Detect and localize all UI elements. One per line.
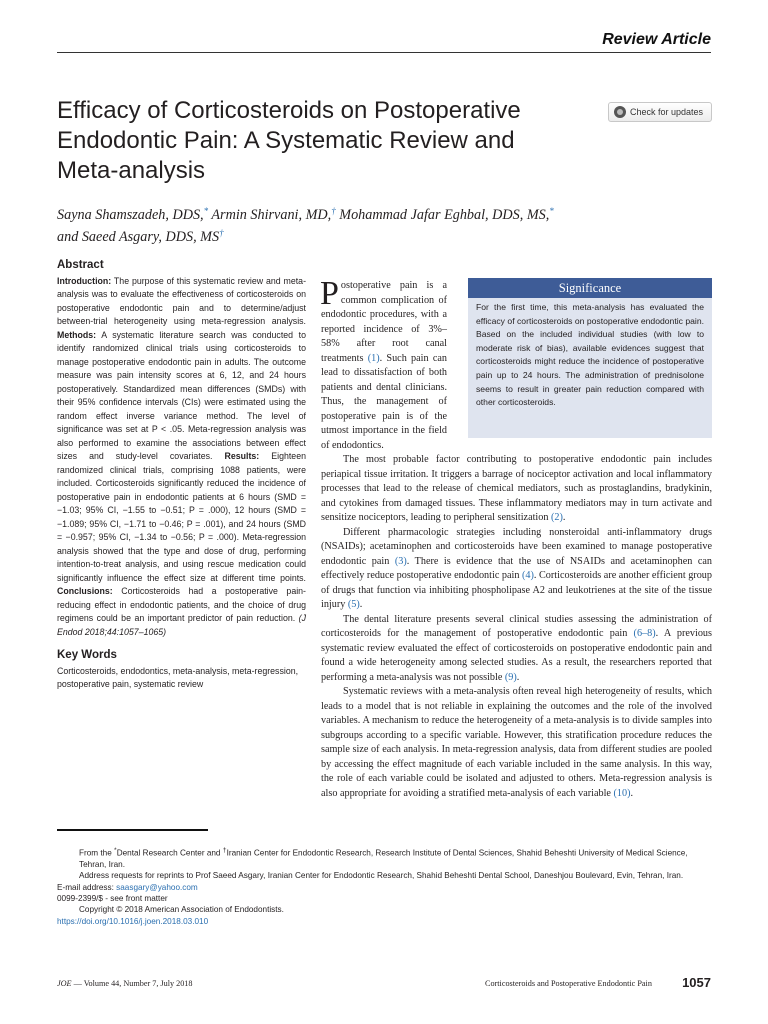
- abstract-methods-text: A systematic literature search was conducted to identify randomized clinical trials using corticosteroids to manage postoperative endodontic pain in adults. The outcome measure was pain intensity scores at 6, 12, and 24 hours postoperatively. Standardized mean differences (SMDs) with their 95% confidence intervals (CIs) were estimated using the random effect inverse variance method. The level of significance was set at P < .05. Meta-regression analysis was also performed to examine the associations between effect sizes and study-level covariates.: [57, 329, 306, 461]
- email-line: [57, 882, 717, 893]
- intro-paragraph-1: [320, 275, 447, 453]
- doi-line: [57, 916, 717, 927]
- affiliation-mark-2: †: [222, 847, 227, 854]
- citation-link[interactable]: (2): [551, 512, 563, 523]
- intro-p3-text-b: . There is evidence that the use of NSAIDs and acetaminophen can effectively reduce postoperative endodontic pain: [321, 555, 713, 581]
- header-rule: [57, 52, 711, 53]
- significance-text: For the first time, this meta-analysis has evaluated the efficacy of corticosteroids on postoperative endodontic pain. Based on the included individual studies (with low to moderate risk of bias), available evidences suggest that corticosteroids might reduce the incidence of postoperative pain up to 24 hours. The administration of prednisolone seems to result in greater pain reduction compared with other corticosteroids.: [476, 302, 704, 408]
- intro-p2-text-b: .: [562, 512, 566, 523]
- intro-p4-text-a: The dental literature presents several clinical studies assessing the administration of corticosteroids for the management of postoperative endodontic pain: [321, 613, 712, 639]
- check-for-updates-label: Check for updates: [630, 107, 704, 117]
- intro-paragraph-3: [321, 526, 712, 613]
- author-4: and Saeed Asgary, DDS, MS: [57, 229, 220, 245]
- abstract-text: [57, 275, 306, 640]
- abstract-results-label: Results:: [224, 451, 260, 461]
- intro-p1-text-b: . Such pain can lead to dissatisfaction of both patients and dental clinicians. Thus, the management of postoperative pain is of the utmost importance in the field of endodontics.: [321, 352, 447, 451]
- author-list: [57, 202, 697, 246]
- check-for-updates-button[interactable]: [608, 102, 712, 122]
- update-icon: [614, 106, 626, 118]
- intro-p1-text-a: ostoperative pain is a common complication of endodontic procedures, with a reported incidence of 3%–58% after root canal treatments: [321, 280, 447, 364]
- page-number: 1057: [682, 975, 711, 990]
- author-1: Sayna Shamszadeh, DDS,: [57, 207, 204, 223]
- intro-p5-text-b: .: [630, 787, 634, 799]
- article-title: Efficacy of Corticosteroids on Postoperative Endodontic Pain: A Systematic Review and Meta-analysis: [57, 97, 521, 184]
- intro-p3-text-a: Different pharmacologic strategies including nonsteroidal anti-inflammatory drugs (NSAIDs); acetaminophen and corticosteroids have been examined to manage postoperative endodontic pain: [321, 526, 712, 567]
- footnote-rule: [57, 829, 208, 831]
- keywords-text: Corticosteroids, endodontics, meta-analysis, meta-regression, postoperative pain, systematic review: [57, 665, 299, 689]
- journal-abbrev: JOE: [57, 979, 72, 988]
- intro-paragraph-2: [321, 453, 712, 526]
- affiliation-text-b: Dental Research Center and: [116, 848, 223, 858]
- running-title: Corticosteroids and Postoperative Endodontic Pain: [485, 979, 652, 988]
- section-label: Review Article: [602, 31, 711, 48]
- citation-link[interactable]: (5): [347, 599, 360, 610]
- author-3: Mohammad Jafar Eghbal, DDS, MS,: [339, 207, 550, 223]
- footnotes: [57, 845, 717, 927]
- abstract-results-text: Eighteen randomized clinical trials, comprising 1088 patients, were included. Corticosteroids significantly reduced the incidence of postoperative pain in endodontic patients at 6 hours (SMD = −1.03; 95% CI, −1.55 to −0.51; P = .000), 12 hours (SMD = −1.089; 95% CI, −1.71 to −0.46; P = .001), and 24 hours (SMD = −0.957; 95% CI, −1.34 to −0.56; P = .000). Meta-regression analysis showed that the type and dose of drug, performing intention-to-treat analysis, and using rescue medication could significantly influence the effect size at different time points.: [57, 451, 306, 583]
- abstract-citation: (J Endod 2018;44:1057–1065): [57, 613, 306, 637]
- citation-link[interactable]: (3): [394, 555, 407, 567]
- abstract-conclusions-label: Conclusions:: [57, 586, 113, 596]
- citation-link[interactable]: (6–8): [633, 628, 656, 639]
- drop-cap: P: [320, 275, 339, 312]
- intro-p3-text-c: . Corticosteroids are another efficient group of drugs that function via inhibiting phospholipase A2 and leukotrienes at the site of the tissue injury: [321, 570, 712, 610]
- citation-link[interactable]: (10): [613, 787, 631, 799]
- citation-link[interactable]: (4): [522, 570, 534, 581]
- affiliation-text-a: From the: [79, 848, 115, 858]
- abstract-heading: Abstract: [57, 259, 104, 271]
- author-1-affiliation-mark[interactable]: *: [203, 206, 209, 216]
- significance-title: Significance: [468, 278, 712, 298]
- abstract-intro-text: The purpose of this systematic review and meta-analysis was to evaluate the effectiveness of corticosteroids on postoperative endodontic pain and to determine/adjust between-trial heterogeneity using meta-regression analysis.: [57, 275, 306, 326]
- journal-issue: [57, 979, 192, 988]
- introduction-column: [320, 275, 713, 801]
- author-3-affiliation-mark[interactable]: *: [549, 206, 554, 216]
- reprints-note: Address requests for reprints to Prof Saeed Asgary, Iranian Center for Endodontic Research, Shahid Beheshti Dental School, Daneshjou Boulevard, Evin, Tehran, Iran.: [79, 871, 684, 881]
- intro-p4-text-b: . A previous systematic review evaluated the effect of corticosteroids on postoperative endodontic pain and found a wide heterogeneity among selected studies. As a result, the researchers reported that performing a meta-analysis was not possible: [321, 628, 712, 683]
- affiliation-text-c: Iranian Center for Endodontic Research, Research Institute of Dental Sciences, Shahid Beheshti University of Medical Science, Tehran, Iran.: [79, 848, 688, 870]
- email-label: E-mail address:: [57, 882, 117, 892]
- copyright-line: Copyright © 2018 American Association of Endodontists.: [79, 905, 284, 915]
- abstract-intro-label: Introduction:: [57, 275, 112, 286]
- intro-p5-text-a: Systematic reviews with a meta-analysis often reveal high heterogeneity of results, which leads to a model that is not reliable in explaining the outcomes and the role of the involved variables. A mechanism to reduce the heterogeneity of a meta-analysis is to divide samples into subgroups according to a specific variable. However, this stratification procedure reduces the sample size of each analysis. In meta-regression analysis, data from different studies are pooled by accessing the effect magnitude of each variable included in the same analysis. In this way, the role of each variable could be isolated and adjusted to others. Meta-regression analysis is also appropriate for avoiding a stratified meta-analysis of each variable: [321, 686, 712, 799]
- citation-link[interactable]: (1): [367, 352, 380, 364]
- affiliation-note: [57, 845, 717, 870]
- intro-paragraph-4: [321, 613, 712, 686]
- issn-line: 0099-2399/$ - see front matter: [57, 893, 168, 903]
- intro-p3-text-d: .: [359, 599, 363, 610]
- issue-info: — Volume 44, Number 7, July 2018: [71, 979, 193, 988]
- intro-p4-text-c: .: [516, 671, 520, 683]
- citation-link[interactable]: (9): [504, 671, 517, 683]
- intro-p2-text-a: The most probable factor contributing to postoperative endodontic pain includes periapical tissue irritation. It triggers a barrage of nociceptor activation and local inflammatory processes that lead to the release of chemical mediators, such as prostaglandins, bradykinin, and cytokines from damaged tissues. These inflammatory mediators may in turn activate and sensitize nociceptors, leading to peripheral sensitization: [321, 454, 712, 523]
- intro-paragraph-5: [321, 685, 712, 801]
- author-2-affiliation-mark[interactable]: †: [331, 206, 336, 216]
- author-4-affiliation-mark[interactable]: †: [219, 228, 224, 238]
- author-2: Armin Shirvani, MD,: [211, 207, 332, 223]
- doi-link[interactable]: https://doi.org/10.1016/j.joen.2018.03.010: [57, 916, 209, 926]
- page-footer: [57, 975, 711, 991]
- email-link[interactable]: saasgary@yahoo.com: [116, 882, 198, 892]
- abstract-column: [57, 259, 306, 692]
- abstract-conclusions-text: Corticosteroids had a postoperative pain-reducing effect in endodontic patients, and the choice of drug regimens could be an important predictor of pain reduction.: [57, 586, 306, 623]
- affiliation-mark-1: *: [114, 847, 117, 854]
- keywords-heading: Key Words: [57, 649, 117, 661]
- abstract-methods-label: Methods:: [57, 329, 97, 340]
